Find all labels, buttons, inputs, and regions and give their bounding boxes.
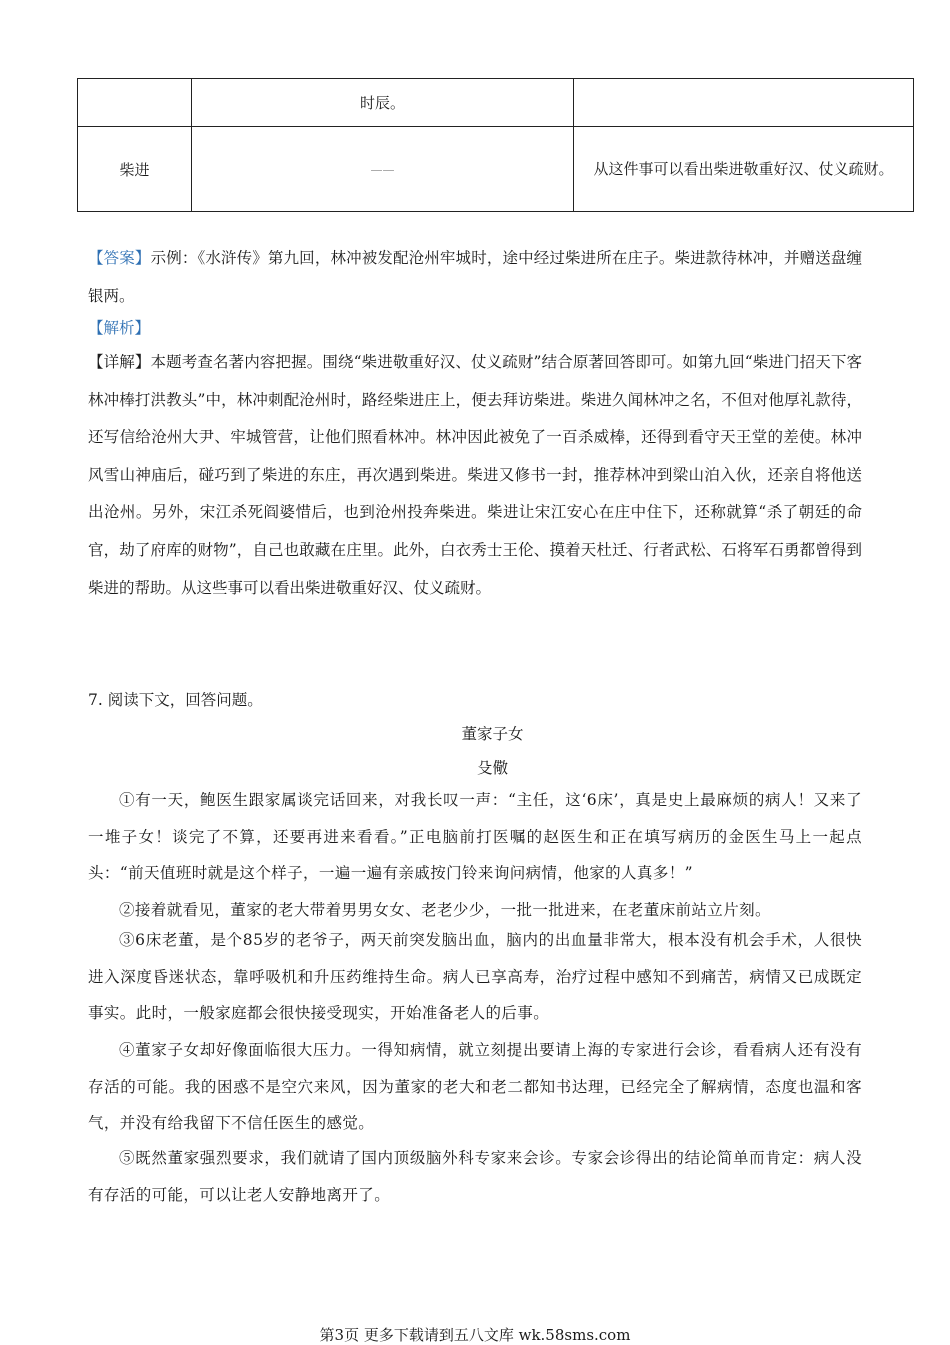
answer-text: 示例：《水浒传》第九回，林冲被发配沧州牢城时，途中经过柴进所在庄子。柴进款待林冲，并赠送盘缠银两。 (88, 249, 862, 305)
table-cell (574, 79, 914, 127)
table-row (78, 127, 914, 212)
article-paragraph-3: ③6床老董，是个85岁的老爷子，两天前突发脑出血，脑内的出血量非常大，根本没有机会手术，人很快进入深度昏迷状态，靠呼吸机和升压药维持生命。病人已享高寿，治疗过程中感知不到痛苦，病情又已成既定事实。此时，一般家庭都会很快接受现实，开始准备老人的后事。 (88, 931, 862, 1023)
article-paragraph-5: ⑤既然董家强烈要求，我们就请了国内顶级脑外科专家来会诊。专家会诊得出的结论简单而肯定：病人没有存活的可能，可以让老人安静地离开了。 (88, 1149, 862, 1204)
article-paragraph-1: ①有一天，鲍医生跟家属谈完话回来，对我长叹一声：“主任，这‘6床’，真是史上最麻烦的病人！又来了一堆子女！谈完了不算，还要再进来看看。”正电脑前打医嘱的赵医生和正在填写病历的金医生马上一起点头：“前天值班时就是这个样子，一遍一遍有亲戚按门铃来询问病情，他家的人真多！” (88, 791, 862, 883)
analysis-heading (88, 310, 862, 348)
answer-table (77, 78, 914, 212)
article-paragraph-4: ④董家子女却好像面临很大压力。一得知病情，就立刻提出要请上海的专家进行会诊，看看病人还有没有存活的可能。我的困惑不是空穴来风，因为董家的老大和老二都知书达理，已经完全了解病情，态度也温和客气，并没有给我留下不信任医生的感觉。 (88, 1041, 862, 1133)
answer-label: 【答案】 (88, 249, 151, 267)
table-cell: 时辰。 (192, 79, 574, 127)
detail-text: 本题考查名著内容把握。围绕“柴进敬重好汉、仗义疏财”结合原著回答即可。如第九回“柴进门招天下客 林冲棒打洪教头”中，林冲刺配沧州时，路经柴进庄上，便去拜访柴进。柴进久闻林冲之名，不但对他厚礼款待，还写信给沧州大尹、牢城管营，让他们照看林冲。林冲因此被免了一百杀威棒，还得到看守天王堂的差使。林冲风雪山神庙后，碰巧到了柴进的东庄，再次遇到柴进。柴进又修书一封，推荐林冲到梁山泊入伙，还亲自将他送出沧州。另外，宋江杀死阎婆惜后，也到沧州投奔柴进。柴进让宋江安心在庄中住下，还称就算“杀了朝廷的命官，劫了府库的财物”，自己也敢藏在庄里。此外，白衣秀士王伦、摸着天杜迁、行者武松、石将军石勇都曾得到柴进的帮助。从这些事可以看出柴进敬重好汉、仗义疏财。 (88, 353, 862, 597)
table-row (78, 79, 914, 127)
answer-paragraph (88, 240, 862, 315)
detail-paragraph (88, 344, 862, 607)
page-footer: 第3页 更多下载请到五八文库 wk.58sms.com (319, 1326, 631, 1344)
question-stem: 7. 阅读下文，回答问题。 (88, 691, 263, 709)
table-cell-conclusion: 从这件事可以看出柴进敬重好汉、仗义疏财。 (574, 127, 914, 212)
table-cell (78, 79, 192, 127)
article-paragraph-2: ②接着就看见，董家的老大带着男男女女、老老少少，一批一批进来，在老董床前站立片刻。 (119, 901, 771, 919)
table-cell-blank (192, 127, 574, 212)
detail-label: 【详解】 (88, 353, 151, 371)
blank-line: —— (370, 163, 395, 177)
article-title: 董家子女 (461, 725, 524, 743)
article-author: 殳儆 (476, 759, 508, 777)
analysis-label: 【解析】 (88, 319, 151, 337)
table-cell-name: 柴进 (78, 127, 192, 212)
